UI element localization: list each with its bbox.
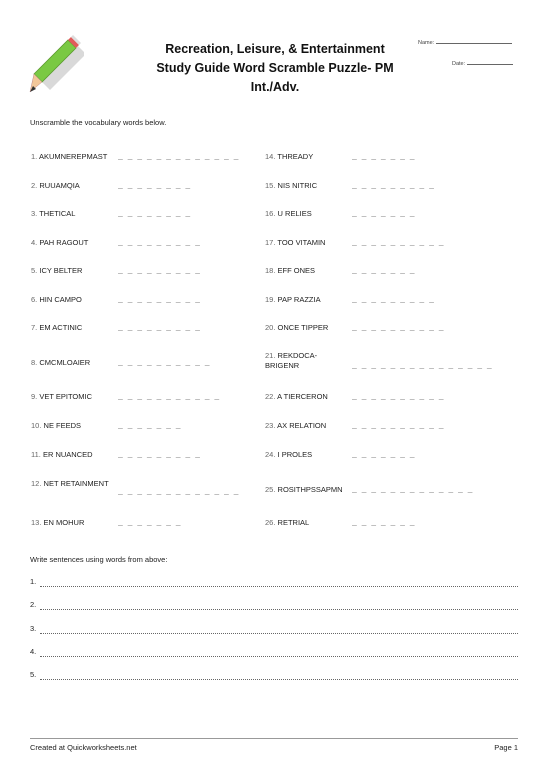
answer-blank[interactable]: _ _ _ _ _ _ _ bbox=[352, 265, 415, 274]
list-item bbox=[265, 518, 309, 528]
item-number: 25. bbox=[265, 485, 276, 494]
item-number: 11. bbox=[31, 450, 41, 459]
scrambled-word: EM ACTINIC bbox=[39, 323, 83, 332]
sentence-number: 5. bbox=[30, 670, 37, 679]
list-item bbox=[31, 421, 81, 431]
scrambled-word: ROSITHPSSAPMN bbox=[277, 485, 343, 494]
answer-blank[interactable]: _ _ _ _ _ _ _ _ bbox=[118, 208, 191, 217]
answer-blank[interactable]: _ _ _ _ _ _ _ _ _ bbox=[118, 449, 200, 458]
dotted-rule bbox=[40, 609, 518, 610]
item-number: 9. bbox=[31, 392, 38, 401]
date-label: Date: bbox=[452, 61, 466, 67]
item-number: 4. bbox=[31, 238, 38, 247]
answer-blank[interactable]: _ _ _ _ _ _ _ bbox=[352, 151, 415, 160]
footer-credit: Created at Quickworksheets.net bbox=[30, 743, 137, 752]
list-item bbox=[31, 238, 88, 248]
date-field bbox=[452, 59, 513, 67]
answer-blank[interactable]: _ _ _ _ _ _ _ _ _ _ bbox=[352, 237, 444, 246]
item-number: 16. bbox=[265, 209, 276, 218]
scrambled-word: CMCMLOAIER bbox=[39, 358, 91, 367]
page-title bbox=[110, 40, 440, 97]
item-number: 2. bbox=[31, 181, 38, 190]
scrambled-word: EFF ONES bbox=[277, 266, 316, 275]
item-number: 3. bbox=[31, 209, 38, 218]
item-number: 12. bbox=[31, 479, 42, 488]
list-item bbox=[265, 421, 326, 431]
sentence-number: 1. bbox=[30, 577, 37, 586]
answer-blank[interactable]: _ _ _ _ _ _ _ _ _ bbox=[118, 265, 200, 274]
item-number: 20. bbox=[265, 323, 276, 332]
title-line: Int./Adv. bbox=[250, 80, 300, 94]
answer-blank[interactable]: _ _ _ _ _ _ _ _ _ _ _ _ _ bbox=[118, 486, 239, 495]
answer-blank[interactable]: _ _ _ _ _ _ _ _ _ bbox=[352, 180, 434, 189]
item-number: 13. bbox=[31, 518, 42, 527]
answer-blank[interactable]: _ _ _ _ _ _ _ _ _ bbox=[118, 322, 200, 331]
sentence-line[interactable] bbox=[30, 577, 518, 588]
answer-blank[interactable]: _ _ _ _ _ _ _ bbox=[118, 517, 181, 526]
answer-blank[interactable]: _ _ _ _ _ _ _ _ _ _ _ _ _ bbox=[352, 484, 473, 493]
sentence-line[interactable] bbox=[30, 647, 518, 658]
answer-blank[interactable]: _ _ _ _ _ _ _ _ _ _ bbox=[352, 391, 444, 400]
sentence-line[interactable] bbox=[30, 600, 518, 611]
list-item bbox=[265, 295, 321, 305]
answer-blank[interactable]: _ _ _ _ _ _ _ _ _ bbox=[118, 237, 200, 246]
dotted-rule bbox=[40, 586, 518, 587]
item-number: 18. bbox=[265, 266, 276, 275]
answer-blank[interactable]: _ _ _ _ _ _ _ _ bbox=[118, 180, 191, 189]
scrambled-word: THETICAL bbox=[39, 209, 76, 218]
scrambled-word: U RELIES bbox=[277, 209, 312, 218]
answer-blank[interactable]: _ _ _ _ _ _ _ bbox=[352, 449, 415, 458]
scrambled-word: RETRIAL bbox=[277, 518, 310, 527]
item-number: 26. bbox=[265, 518, 276, 527]
scrambled-word: I PROLES bbox=[277, 450, 313, 459]
list-item bbox=[265, 209, 312, 219]
list-item bbox=[265, 392, 328, 402]
list-item bbox=[31, 209, 75, 219]
list-item bbox=[31, 152, 107, 162]
list-item bbox=[265, 238, 325, 248]
dotted-rule bbox=[40, 633, 518, 634]
list-item bbox=[31, 392, 92, 402]
scrambled-word: AKUMNEREPMAST bbox=[38, 152, 108, 161]
scrambled-word: ICY BELTER bbox=[39, 266, 83, 275]
item-number: 10. bbox=[31, 421, 42, 430]
list-item bbox=[265, 351, 345, 371]
name-label: Name: bbox=[418, 40, 435, 46]
item-number: 15. bbox=[265, 181, 276, 190]
sentence-number: 2. bbox=[30, 600, 37, 609]
item-number: 14. bbox=[265, 152, 276, 161]
scrambled-word: ONCE TIPPER bbox=[277, 323, 329, 332]
item-number: 8. bbox=[31, 358, 38, 367]
answer-blank[interactable]: _ _ _ _ _ _ _ _ _ _ _ _ _ _ _ bbox=[352, 360, 492, 369]
item-number: 1. bbox=[31, 152, 38, 161]
list-item bbox=[265, 485, 343, 495]
sentence-number: 3. bbox=[30, 624, 37, 633]
dotted-rule bbox=[40, 656, 518, 657]
list-item bbox=[31, 181, 80, 191]
scrambled-word: EN MOHUR bbox=[43, 518, 85, 527]
scrambled-word: THREADY bbox=[277, 152, 314, 161]
item-number: 21. bbox=[265, 351, 276, 360]
instructions: Unscramble the vocabulary words below. bbox=[30, 118, 167, 127]
scrambled-word: REKDOCA-BRIGENR bbox=[265, 351, 318, 370]
scrambled-word: ER NUANCED bbox=[42, 450, 93, 459]
list-item bbox=[31, 323, 82, 333]
answer-blank[interactable]: _ _ _ _ _ _ _ bbox=[352, 208, 415, 217]
scrambled-word: VET EPITOMIC bbox=[39, 392, 93, 401]
scrambled-word: PAH RAGOUT bbox=[39, 238, 89, 247]
sentence-line[interactable] bbox=[30, 670, 518, 681]
footer-divider bbox=[30, 738, 518, 739]
answer-blank[interactable]: _ _ _ _ _ _ _ _ _ _ bbox=[352, 322, 444, 331]
title-line: Study Guide Word Scramble Puzzle- PM bbox=[156, 61, 394, 75]
answer-blank[interactable]: _ _ _ _ _ _ _ _ _ _ bbox=[352, 420, 444, 429]
item-number: 23. bbox=[265, 421, 276, 430]
item-number: 22. bbox=[265, 392, 276, 401]
answer-blank[interactable]: _ _ _ _ _ _ _ bbox=[118, 420, 181, 429]
list-item bbox=[265, 152, 313, 162]
scrambled-word: AX RELATION bbox=[277, 421, 327, 430]
dotted-rule bbox=[40, 679, 518, 680]
list-item bbox=[265, 266, 315, 276]
list-item bbox=[31, 450, 93, 460]
list-item bbox=[31, 295, 82, 305]
name-field bbox=[418, 38, 512, 46]
sentence-line[interactable] bbox=[30, 624, 518, 635]
sentence-number: 4. bbox=[30, 647, 37, 656]
page-number: Page 1 bbox=[494, 743, 518, 752]
list-item bbox=[31, 358, 90, 368]
scrambled-word: NET RETAINMENT bbox=[43, 479, 109, 488]
item-number: 19. bbox=[265, 295, 276, 304]
sentence-heading: Write sentences using words from above: bbox=[30, 555, 168, 564]
answer-blank[interactable]: _ _ _ _ _ _ _ _ _ _ bbox=[118, 357, 210, 366]
scrambled-word: RUUAMQIA bbox=[39, 181, 80, 190]
list-item bbox=[265, 323, 328, 333]
answer-blank[interactable]: _ _ _ _ _ _ _ _ _ bbox=[352, 294, 434, 303]
scrambled-word: PAP RAZZIA bbox=[277, 295, 321, 304]
date-line[interactable] bbox=[467, 59, 513, 65]
scrambled-word: A TIERCERON bbox=[277, 392, 328, 401]
pencil-icon bbox=[28, 34, 84, 98]
item-number: 17. bbox=[265, 238, 276, 247]
list-item bbox=[265, 181, 317, 191]
item-number: 6. bbox=[31, 295, 38, 304]
item-number: 5. bbox=[31, 266, 38, 275]
item-number: 7. bbox=[31, 323, 38, 332]
scrambled-word: NE FEEDS bbox=[43, 421, 82, 430]
scrambled-word: NIS NITRIC bbox=[277, 181, 318, 190]
list-item bbox=[31, 518, 84, 528]
scrambled-word: TOO VITAMIN bbox=[277, 238, 326, 247]
answer-blank[interactable]: _ _ _ _ _ _ _ _ _ _ _ _ _ bbox=[118, 151, 239, 160]
list-item bbox=[31, 266, 82, 276]
scrambled-word: HIN CAMPO bbox=[39, 295, 82, 304]
answer-blank[interactable]: _ _ _ _ _ _ _ _ _ _ _ bbox=[118, 391, 220, 400]
name-line[interactable] bbox=[436, 38, 512, 44]
answer-blank[interactable]: _ _ _ _ _ _ _ _ _ bbox=[118, 294, 200, 303]
list-item bbox=[265, 450, 312, 460]
answer-blank[interactable]: _ _ _ _ _ _ _ bbox=[352, 517, 415, 526]
title-line: Recreation, Leisure, & Entertainment bbox=[165, 42, 385, 56]
list-item bbox=[31, 479, 117, 489]
item-number: 24. bbox=[265, 450, 276, 459]
